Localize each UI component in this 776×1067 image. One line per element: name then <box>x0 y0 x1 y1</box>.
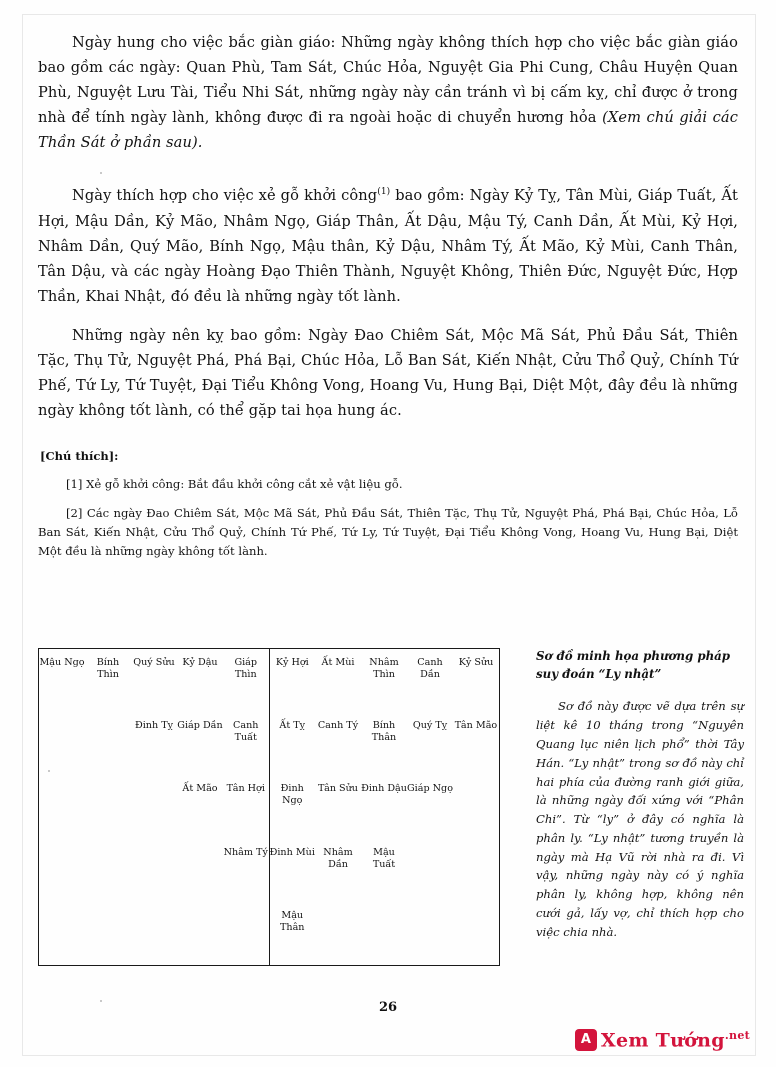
cell-text: Đinh Dậu <box>361 783 407 795</box>
table-cell <box>131 712 177 775</box>
cell-text: Kỷ Dậu <box>182 657 218 668</box>
cell-text: Kỷ Sửu <box>458 657 494 668</box>
table-cell <box>39 649 85 712</box>
table-cell <box>223 712 269 775</box>
page-content <box>38 30 738 570</box>
cell-text: Giáp Ngọ <box>407 783 453 795</box>
cell-text: Mậu Tuất <box>372 846 396 870</box>
cell-text: Bính Thìn <box>96 657 120 680</box>
table-cell <box>39 775 85 838</box>
cell-text: Canh Dần <box>417 657 443 680</box>
paragraph-nhung-ngay-nen-ky: Những ngày nên kỵ bao gồm: Ngày Đao Chiêm Sát, Mộc Mã Sát, Phủ Đầu Sát, Thiên Tặc, Thụ Tử, Nguyệt Phá, Phá Bại, Chúc Hỏa, Lỗ Ban Sát, Kiến Nhật, Cửu Thổ Quỷ, Chính Tứ Phế, Tứ Ly, Tứ Tuyệt, Đại Tiểu Không Vong, Hoang Vu, Hung Bại, Diệt Một, đây đều là những ngày không tốt lành, có thể gặp tai họa hung ác. <box>38 326 738 420</box>
cell-text: Canh Tuất <box>233 720 259 744</box>
table-cell <box>453 902 499 965</box>
table-cell <box>85 712 131 775</box>
notes-heading: [Chú thích]: <box>40 449 119 464</box>
table-cell <box>361 839 407 902</box>
table-cell <box>131 902 177 965</box>
table-cell <box>177 902 223 965</box>
cell-text: Kỷ Hợi <box>275 657 309 668</box>
table-cell <box>223 649 269 712</box>
table-row <box>39 712 499 775</box>
table-cell <box>315 839 361 902</box>
cell-text: Giáp Thìn <box>234 657 258 680</box>
cell-text: Tân Sửu <box>317 783 358 795</box>
table-cell <box>85 775 131 838</box>
cell-text: Tân Hợi <box>226 783 265 795</box>
table-cell <box>315 902 361 965</box>
paragraph-2-text-before: Ngày thích hợp cho việc xẻ gỗ khởi công <box>72 187 378 205</box>
table-cell <box>453 649 499 712</box>
cell-text: Giáp Dần <box>177 720 223 732</box>
cell-text: Mậu Ngọ <box>39 657 85 668</box>
table-cell <box>361 712 407 775</box>
table-cell <box>85 902 131 965</box>
cell-text: Nhâm Tý <box>223 846 268 858</box>
cell-text: Quý Tỵ <box>412 720 448 732</box>
table-cell <box>315 649 361 712</box>
table-row <box>39 649 499 712</box>
table-cell <box>315 775 361 838</box>
cell-text: Quý Sửu <box>133 657 175 668</box>
table-cell <box>407 839 453 902</box>
footnote-marker-1: (1) <box>377 187 391 198</box>
table-cell <box>407 649 453 712</box>
table-cell <box>85 649 131 712</box>
paragraph-1-text: Ngày hung cho việc bắc giàn giáo: Những ngày không thích hợp cho việc bắc giàn giáo bao gồm các ngày: Quan Phù, Tam Sát, Chúc Hỏa, Nguyệt Gia Phi Cung, Châu Huyện Quan Phù, Nguyệt Lưu Tài, Tiểu Nhi Sát, những ngày này cần tránh vì bị cấm kỵ, chỉ được ở trong nhà để tính ngày lành, không được đi ra ngoài hoặc di chuyển hương hỏa <box>38 34 738 127</box>
ly-nhat-table <box>39 649 499 965</box>
table-cell <box>269 775 315 838</box>
figure-table-frame <box>38 648 500 966</box>
table-cell <box>85 839 131 902</box>
cell-text: Ất Mùi <box>321 657 355 668</box>
figure-caption-title: Sơ đồ minh họa phương pháp suy đoán “Ly nhật” <box>536 649 731 681</box>
table-cell <box>407 712 453 775</box>
cell-text: Đinh Ngọ <box>280 783 304 807</box>
watermark-badge-icon: A <box>575 1029 597 1051</box>
note-item-1: [1] Xẻ gỗ khởi công: Bắt đầu khởi công cắt xẻ vật liệu gỗ. <box>66 477 403 492</box>
table-cell <box>269 649 315 712</box>
figure-caption-body: Sơ đồ này được vẽ dựa trên sự liệt kê 10 tháng trong “Nguyên Quang lục niên lịch phổ” thời Tây Hán. “Ly nhật” trong sơ đồ này chỉ hai phía của đường ranh giới giữa, là những ngày đối xứng với “Phân Chi”. Từ “ly” ở đây có nghĩa là phân ly. “Ly nhật” tương truyền là ngày mà Hạ Vũ rời nhà ra đi. Vì vậy, những ngày này có ý nghĩa phân ly, không hợp, không nên cưới gả, lấy vợ, chỉ thích hợp cho việc chia nhà. <box>536 699 744 939</box>
table-cell <box>39 839 85 902</box>
cell-text: Ất Tỵ <box>279 720 306 732</box>
table-cell <box>177 712 223 775</box>
table-cell <box>177 839 223 902</box>
table-cell <box>453 775 499 838</box>
watermark-label: Xem Tướng <box>600 1029 725 1051</box>
cell-text: Mậu Thân <box>280 909 305 933</box>
table-cell <box>453 712 499 775</box>
watermark-suffix: .net <box>724 1028 750 1042</box>
table-cell <box>131 775 177 838</box>
table-cell <box>131 839 177 902</box>
table-cell <box>315 712 361 775</box>
table-cell <box>177 775 223 838</box>
paragraph-hung-ngay-bac-gian-giao <box>38 30 738 155</box>
table-cell <box>177 649 223 712</box>
table-row <box>39 775 499 838</box>
table-cell <box>223 775 269 838</box>
watermark <box>575 1029 750 1051</box>
page-number: 26 <box>378 1000 398 1015</box>
table-cell <box>131 649 177 712</box>
cell-text: Tân Mão <box>454 720 498 732</box>
note-item-2: [2] Các ngày Đao Chiêm Sát, Mộc Mã Sát, Phủ Đầu Sát, Thiên Tặc, Thụ Tử, Nguyệt Phá, Phá Bại, Chúc Hỏa, Lỗ Ban Sát, Kiến Nhật, Cửu Thổ Quỷ, Chính Tứ Phế, Tứ Ly, Tứ Tuyệt, Đại Tiểu Không Vong, Hoang Vu, Hung Bại, Diệt Một đều là những ngày không tốt lành. <box>38 506 738 558</box>
cell-text: Đinh Mùi <box>269 846 315 858</box>
cell-text: Canh Tý <box>317 720 359 732</box>
table-cell <box>407 902 453 965</box>
table-cell <box>269 902 315 965</box>
table-cell <box>361 902 407 965</box>
figure-caption <box>536 648 744 942</box>
paragraph-2-text-after: bao gồm: Ngày Kỷ Tỵ, Tân Mùi, Giáp Tuất, Ất Hợi, Mậu Dần, Kỷ Mão, Nhâm Ngọ, Giáp Thân, Ất Dậu, Mậu Tý, Canh Dần, Ất Mùi, Kỷ Hợi, Nhâm Dần, Quý Mão, Bính Ngọ, Mậu thân, Kỷ Dậu, Nhâm Tý, Ất Mão, Kỷ Mùi, Canh Thân, Tân Dậu, và các ngày Hoàng Đạo Thiên Thành, Nguyệt Không, Thiên Đức, Nguyệt Đức, Hợp Thần, Khai Nhật, đó đều là những ngày tốt lành. <box>38 187 738 305</box>
paragraph-1-italic-note: (Xem chú giải các Thần Sát ở phần sau). <box>38 109 738 152</box>
table-cell <box>269 839 315 902</box>
table-cell <box>39 902 85 965</box>
table-row <box>39 839 499 902</box>
table-row <box>39 902 499 965</box>
watermark-text <box>601 1029 750 1051</box>
table-cell <box>223 902 269 965</box>
cell-text: Ất Mão <box>182 783 218 795</box>
table-cell <box>361 649 407 712</box>
paragraph-ngay-thich-hop-xe-go <box>38 183 738 308</box>
table-cell <box>407 775 453 838</box>
cell-text: Nhâm Dần <box>323 846 353 870</box>
table-cell <box>269 712 315 775</box>
table-cell <box>39 712 85 775</box>
table-cell <box>223 839 269 902</box>
cell-text: Đinh Tỵ <box>134 720 174 732</box>
table-cell <box>453 839 499 902</box>
table-cell <box>361 775 407 838</box>
cell-text: Nhâm Thìn <box>369 657 399 680</box>
cell-text: Bính Thân <box>371 720 397 744</box>
